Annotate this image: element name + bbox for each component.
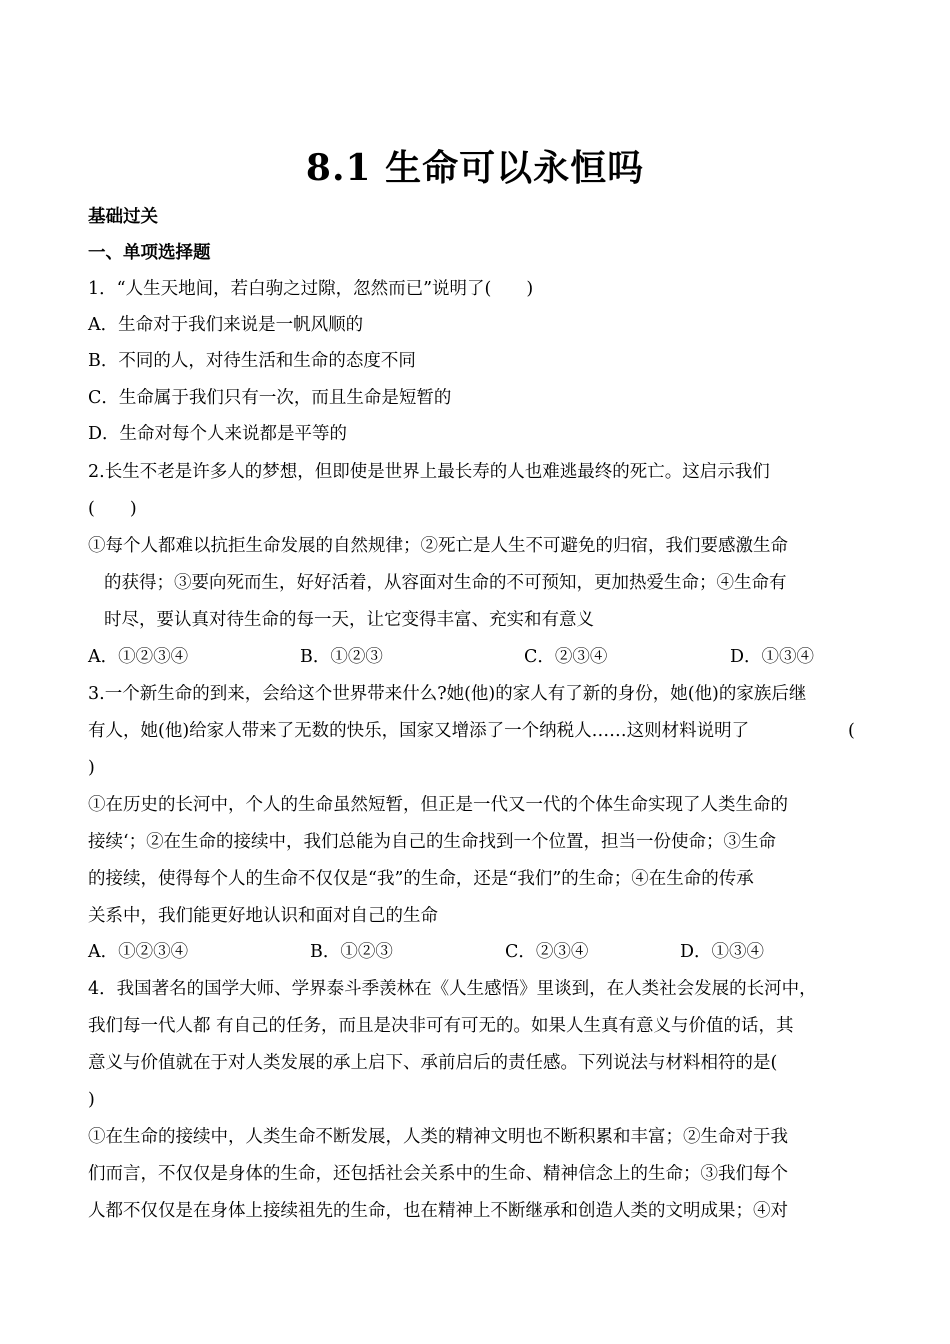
question-2-body: 时尽，要认真对待生命的每一天，让它变得丰富、充实和有意义 <box>104 610 594 630</box>
question-3-stem: 有人，她(他)给家人带来了无数的快乐，国家又增添了一个纳税人……这则材料说明了 <box>88 721 750 741</box>
question-4-stem: 4．我国著名的国学大师、学界泰斗季羡林在《人生感悟》里谈到，在人类社会发展的长河中， <box>88 979 817 999</box>
question-3-stem-paren: ) <box>88 758 95 778</box>
question-3-option-a: A．①②③④ <box>88 942 189 962</box>
question-2-stem: 2.长生不老是许多人的梦想，但即使是世界上最长寿的人也难逃最终的死亡。这启示我们 <box>88 462 770 482</box>
question-1-option-c: C．生命属于我们只有一次，而且生命是短暂的 <box>88 388 452 408</box>
question-4-stem-paren: ) <box>88 1090 95 1110</box>
page-title: 8.1 生命可以永恒吗 <box>305 147 645 189</box>
question-3-body: 关系中，我们能更好地认识和面对自己的生命 <box>88 906 438 926</box>
question-4-stem: 我们每一代人都 有自己的任务，而且是决非可有可无的。如果人生真有意义与价值的话，其 <box>88 1016 794 1036</box>
question-3-stem: 3.一个新生命的到来，会给这个世界带来什么?她(他)的家人有了新的身份，她(他)的家族后继 <box>88 684 807 704</box>
subsection-heading: 一、单项选择题 <box>88 243 211 263</box>
question-2-stem-paren: ( ) <box>88 499 137 519</box>
question-1-option-d: D．生命对每个人来说都是平等的 <box>88 424 348 444</box>
question-2-option-d: D．①③④ <box>730 647 815 667</box>
question-4-stem: 意义与价值就在于对人类发展的承上启下、承前启后的责任感。下列说法与材料相符的是( <box>88 1053 778 1073</box>
question-2-option-a: A．①②③④ <box>88 647 189 667</box>
question-3-option-d: D．①③④ <box>680 942 765 962</box>
section-heading: 基础过关 <box>88 207 158 227</box>
question-1-stem: 1．“人生天地间，若白驹之过隙，忽然而已”说明了( ) <box>88 279 534 299</box>
question-3-stem-paren: ( <box>848 721 855 741</box>
question-2-option-c: C．②③④ <box>524 647 608 667</box>
question-3-option-b: B．①②③ <box>310 942 393 962</box>
question-1-option-b: B．不同的人，对待生活和生命的态度不同 <box>88 351 416 371</box>
question-3-option-c: C．②③④ <box>505 942 589 962</box>
question-2-option-b: B．①②③ <box>300 647 383 667</box>
question-4-body: ①在生命的接续中，人类生命不断发展，人类的精神文明也不断积累和丰富；②生命对于我 <box>88 1127 788 1147</box>
question-3-body: 的接续，使得每个人的生命不仅仅是“我”的生命，还是“我们”的生命；④在生命的传承 <box>88 869 754 889</box>
question-4-body: 们而言，不仅仅是身体的生命，还包括社会关系中的生命、精神信念上的生命；③我们每个 <box>88 1164 788 1184</box>
question-2-body: ①每个人都难以抗拒生命发展的自然规律；②死亡是人生不可避免的归宿，我们要感激生命 <box>88 536 788 556</box>
question-3-body: 接续‘；②在生命的接续中，我们总能为自己的生命找到一个位置，担当一份使命；③生命 <box>88 832 777 852</box>
question-1-option-a: A．生命对于我们来说是一帆风顺的 <box>88 315 364 335</box>
question-3-body: ①在历史的长河中，个人的生命虽然短暂，但正是一代又一代的个体生命实现了人类生命的 <box>88 795 788 815</box>
question-4-body: 人都不仅仅是在身体上接续祖先的生命，也在精神上不断继承和创造人类的文明成果；④对 <box>88 1201 788 1221</box>
question-2-body: 的获得；③要向死而生，好好活着，从容面对生命的不可预知，更加热爱生命；④生命有 <box>104 573 787 593</box>
